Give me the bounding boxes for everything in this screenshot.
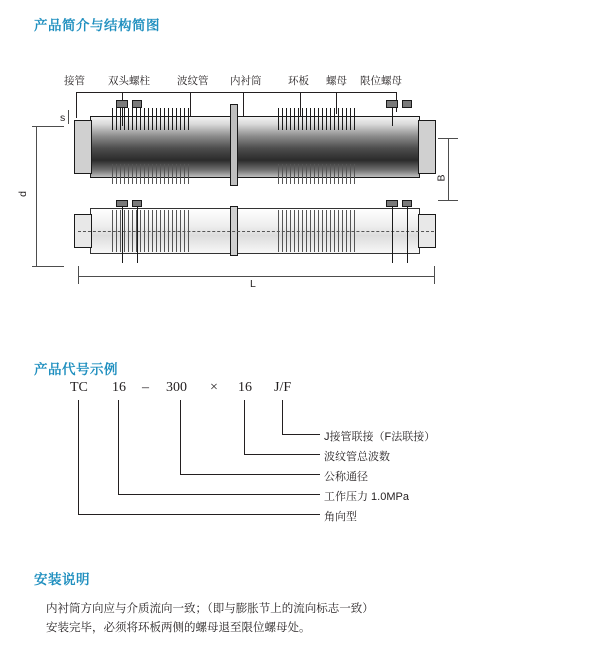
stud-bolt-right-lower xyxy=(386,200,398,207)
stud-bolt-left-upper xyxy=(116,100,128,108)
tie-rod-left-upper xyxy=(122,108,123,126)
bellows-band-right-lower-upperview xyxy=(278,164,356,184)
code-leader-v-type xyxy=(78,400,79,514)
center-line-lower xyxy=(78,231,434,232)
code-token-diameter: 300 xyxy=(166,380,187,395)
code-leader-v-waves xyxy=(244,400,245,454)
dim-label-s: s xyxy=(60,112,66,124)
dim-line-s xyxy=(68,110,69,124)
code-desc-connection: J接管联接（F法联接） xyxy=(324,431,436,443)
callout-leader-1 xyxy=(76,92,77,118)
section-title-code: 产品代号示例 xyxy=(34,362,118,377)
tie-rod-left-lower xyxy=(122,207,123,263)
install-note-2: 安装完毕，必须将环板两侧的螺母退至限位螺母处。 xyxy=(46,622,311,634)
install-note-1: 内衬筒方向应与介质流向一致；（即与膨胀节上的流向标志一致） xyxy=(46,603,374,615)
dim-tick-B-bottom xyxy=(438,200,458,201)
callout-tie-line xyxy=(76,92,396,93)
code-leader-h-waves xyxy=(244,454,320,455)
pipe-end-left-upper xyxy=(74,120,92,174)
limit-nut-right-upper xyxy=(402,100,412,108)
dim-line-B xyxy=(448,138,449,200)
tie-rod-right-upper xyxy=(392,108,393,126)
code-token-dash: – xyxy=(142,380,149,395)
dim-tick-d-top xyxy=(32,126,64,127)
dim-tick-L-right xyxy=(434,266,435,284)
dim-label-d: d xyxy=(16,191,29,197)
code-leader-v-diameter xyxy=(180,400,181,474)
dim-line-d xyxy=(36,126,37,266)
bellows-band-left-upper xyxy=(112,108,190,130)
section-title-install: 安装说明 xyxy=(34,572,90,587)
install-notes xyxy=(46,600,566,638)
stud-bolt-left2-lower xyxy=(132,200,142,207)
bellows-band-left-lower-upperview xyxy=(112,164,190,184)
code-desc-diameter: 公称通径 xyxy=(324,471,368,483)
code-leader-h-pressure xyxy=(118,494,320,495)
structure-diagram xyxy=(16,68,530,290)
code-desc-waves: 波纹管总波数 xyxy=(324,451,390,463)
callout-label-1: 接管 xyxy=(64,75,85,87)
code-leader-h-diameter xyxy=(180,474,320,475)
callout-label-5: 环板 xyxy=(288,75,309,87)
callout-label-6: 螺母 xyxy=(326,75,347,87)
pipe-end-right-upper xyxy=(418,120,436,174)
stud-bolt-left-lower xyxy=(116,200,128,207)
bellows-band-right-upper xyxy=(278,108,356,130)
code-desc-type: 角向型 xyxy=(324,511,357,523)
code-leader-h-type xyxy=(78,514,320,515)
product-code-diagram xyxy=(60,380,530,540)
tie-rod-right-lower xyxy=(392,207,393,263)
code-leader-v-connection xyxy=(282,400,283,434)
stud-bolt-left2-upper xyxy=(132,100,142,108)
tie-rod-left2-lower xyxy=(137,207,138,263)
callout-label-7: 限位螺母 xyxy=(360,75,402,87)
dim-tick-L-left xyxy=(78,266,79,284)
dim-tick-B-top xyxy=(438,138,458,139)
dim-tick-d-bottom xyxy=(32,266,64,267)
code-token-pressure: 16 xyxy=(112,380,126,395)
code-token-waves: 16 xyxy=(238,380,252,395)
dim-line-L xyxy=(78,276,434,277)
stud-bolt-right-upper xyxy=(386,100,398,108)
dim-label-B: B xyxy=(435,174,448,182)
code-leader-h-connection xyxy=(282,434,320,435)
code-desc-pressure: 工作压力 1.0MPa xyxy=(324,491,409,503)
callout-label-2: 双头螺柱 xyxy=(108,75,150,87)
code-leader-v-pressure xyxy=(118,400,119,494)
callout-label-3: 波纹管 xyxy=(177,75,209,87)
section-title-structure: 产品简介与结构简图 xyxy=(34,18,160,33)
limit-nut-right-lower xyxy=(402,200,412,207)
tie-rod-right2-lower xyxy=(407,207,408,263)
ring-plate-upper xyxy=(230,104,238,186)
callout-label-4: 内衬筒 xyxy=(230,75,262,87)
code-token-connection: J/F xyxy=(274,380,292,395)
code-token-times: × xyxy=(210,380,218,395)
dim-label-L: L xyxy=(250,278,256,290)
code-token-type: TC xyxy=(70,380,88,395)
